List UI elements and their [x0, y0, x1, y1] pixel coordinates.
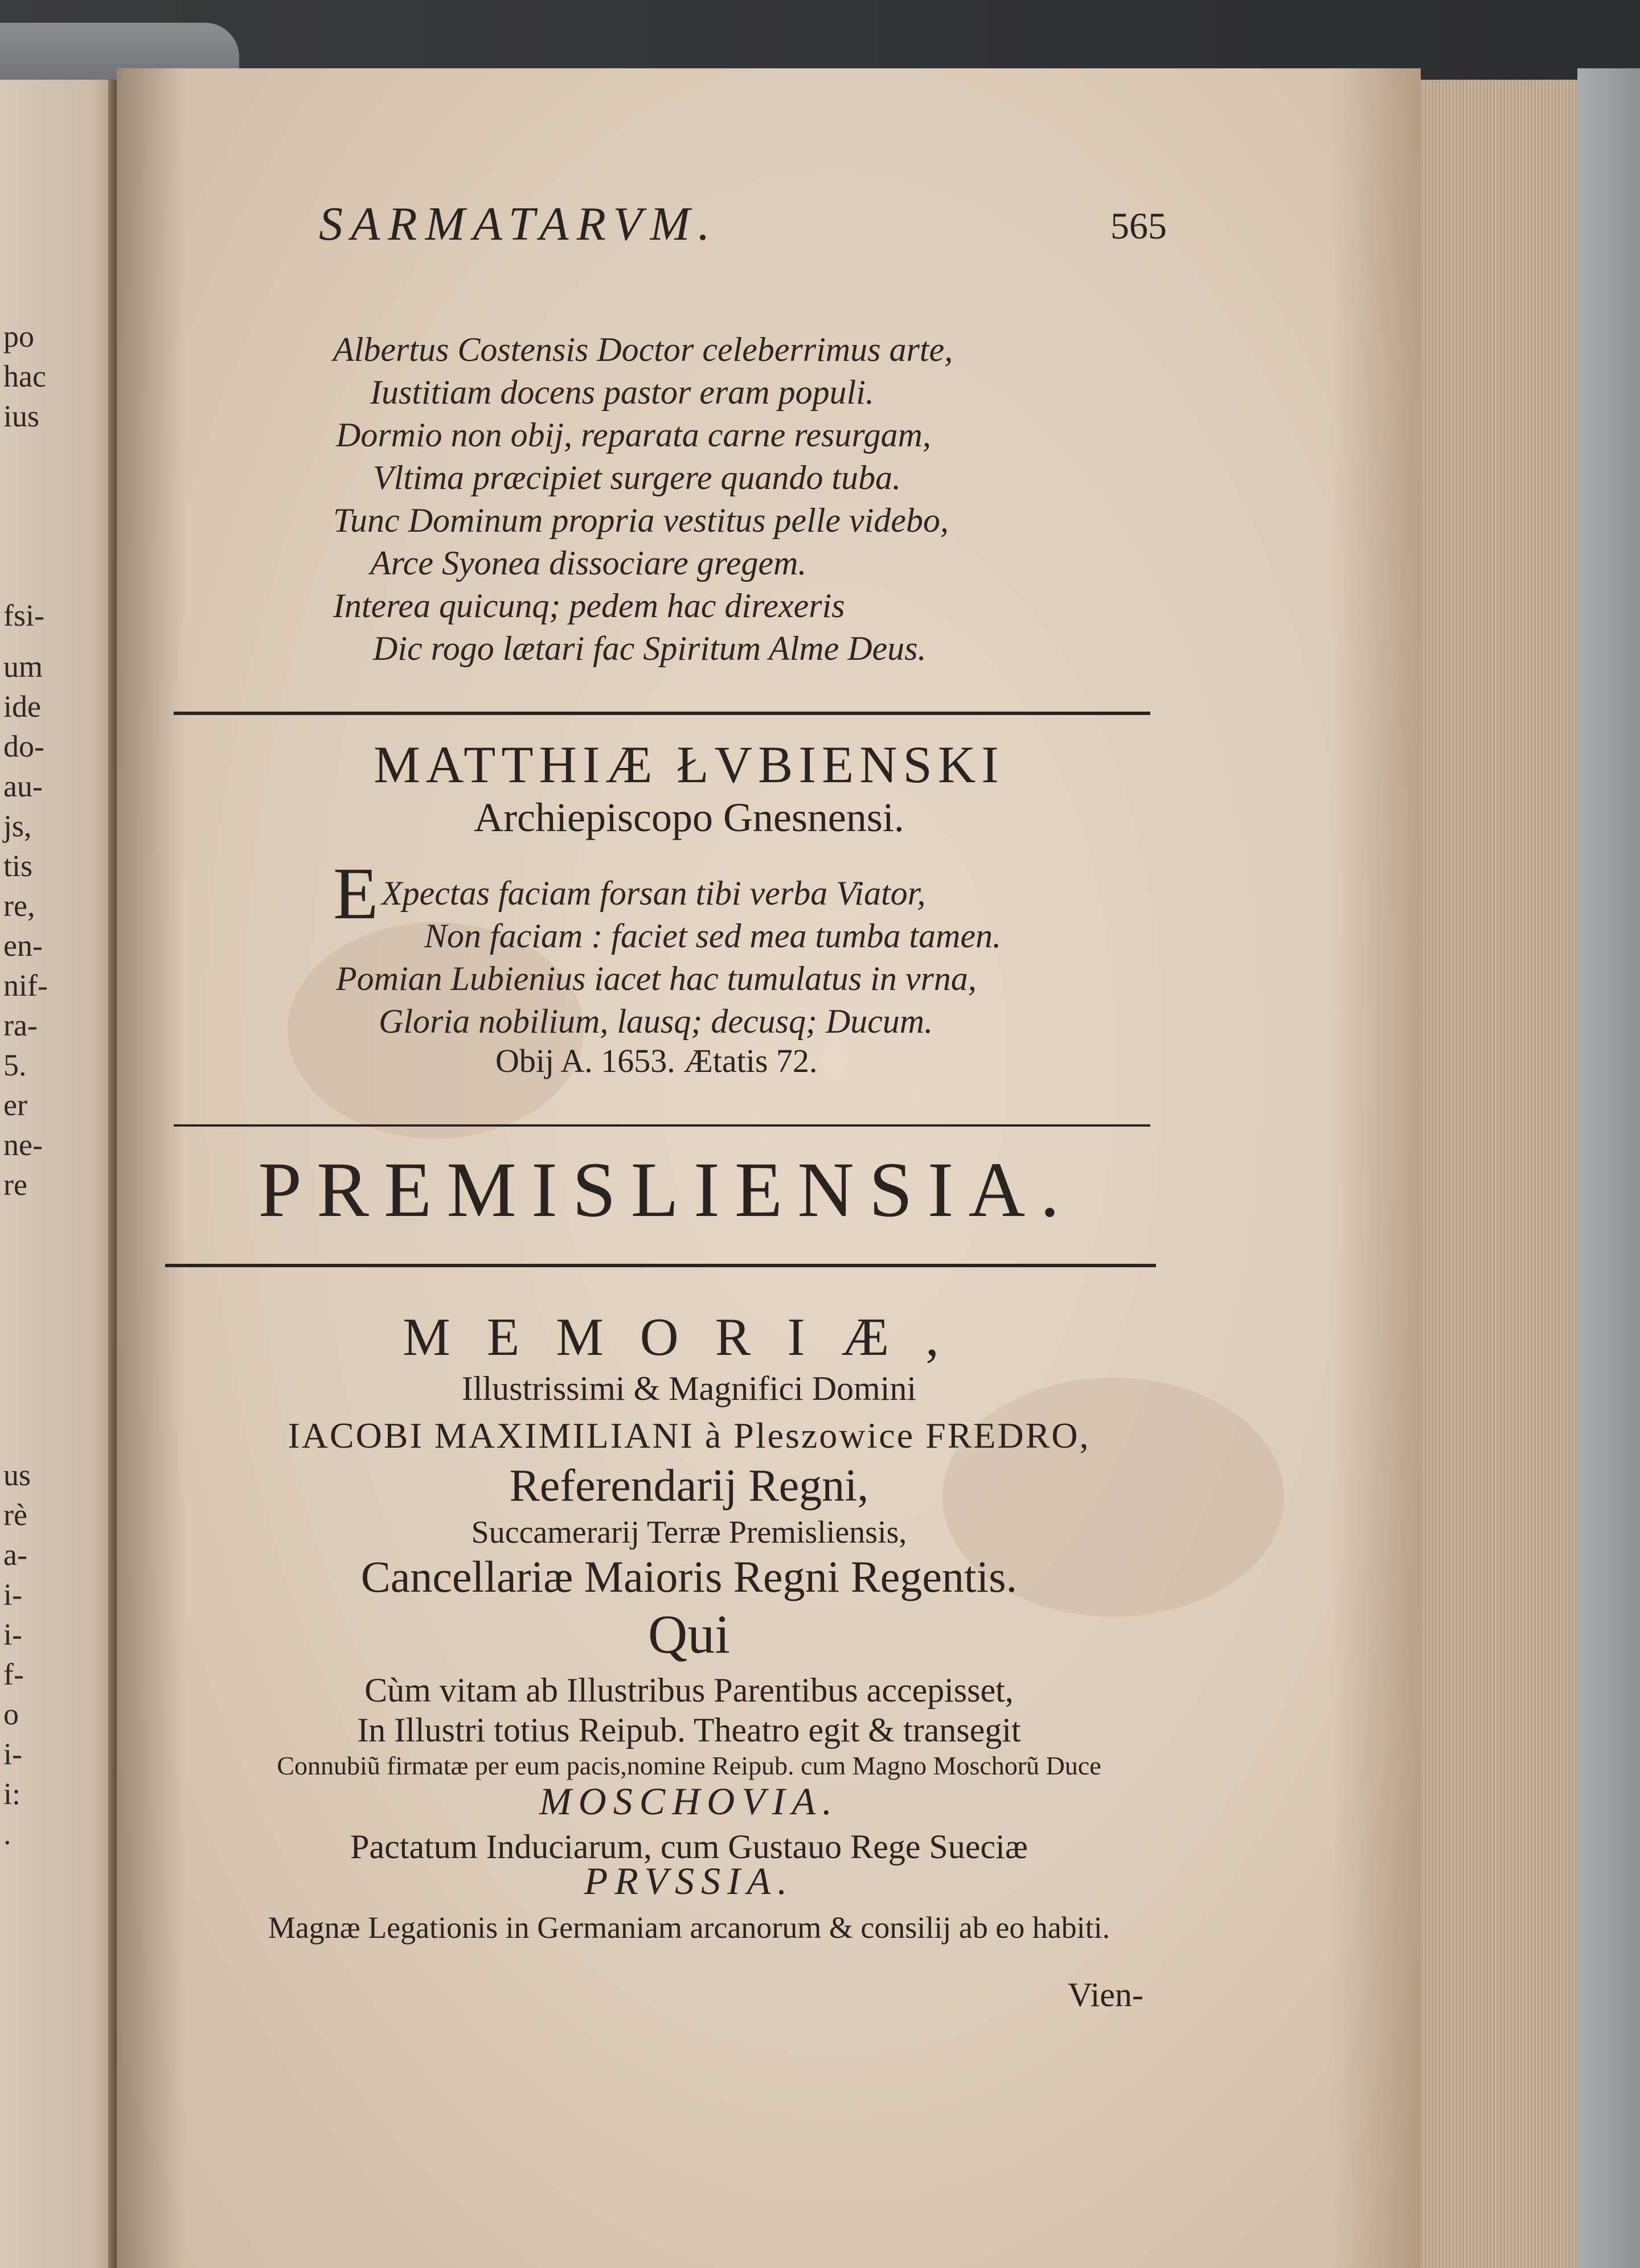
- catchword: Vien-: [1068, 1976, 1144, 2014]
- left-page-fragment: f-: [3, 1657, 24, 1691]
- left-page-fragment: ide: [3, 689, 41, 724]
- epitaph-line: Iustitiam docens pastor eram populi.: [370, 373, 874, 411]
- left-page-fragment: i:: [3, 1777, 21, 1811]
- left-page-fragment: ne-: [3, 1128, 43, 1162]
- lubienski-line: Xpectas faciam forsan tibi verba Viator,: [382, 874, 926, 912]
- epitaph-line: Arce Syonea dissociare gregem.: [370, 544, 807, 582]
- left-page-fragment: .: [3, 1817, 11, 1851]
- left-page-fragment: tis: [3, 849, 33, 883]
- drop-cap: E: [333, 853, 379, 935]
- left-page-fragment: 5.: [3, 1048, 27, 1082]
- memoriae-line: Connubiũ firmatæ per eum pacis,nomine Reipub. cum Magno Moschorũ Duce: [277, 1751, 1101, 1780]
- memoriae-line: PRVSSIA.: [584, 1859, 794, 1903]
- left-page-fragment: rè: [3, 1498, 27, 1532]
- left-page-fragment: fsi-: [3, 598, 44, 632]
- memoriae-line: Referendarij Regni,: [509, 1461, 869, 1511]
- left-page-fragment: po: [3, 319, 34, 354]
- epitaph-line: Dic rogo lætari fac Spiritum Alme Deus.: [373, 630, 926, 667]
- lubienski-line: Pomian Lubienius iacet hac tumulatus in vrna,: [336, 960, 977, 997]
- epitaph-line: Tunc Dominum propria vestitus pelle videbo,: [333, 502, 949, 539]
- memoriae-line: Pactatum Induciarum, cum Gustauo Rege Sueciæ: [350, 1828, 1028, 1866]
- memoriae-line: Cancellariæ Maioris Regni Regentis.: [360, 1552, 1018, 1601]
- left-page-fragment: o: [3, 1697, 19, 1731]
- left-page-fragment: re,: [3, 889, 35, 923]
- lubienski-line: Non faciam : faciet sed mea tumba tamen.: [424, 917, 1002, 955]
- lubienski-line: Gloria nobilium, lausq; decusq; Ducum.: [379, 1002, 933, 1040]
- left-page-fragment: re: [3, 1168, 27, 1202]
- memoriae-heading: MEMORIÆ,: [403, 1308, 975, 1367]
- running-title: SARMATARVM.: [319, 198, 718, 250]
- left-page-fragment: i-: [3, 1737, 22, 1771]
- book-cover-edge: [1577, 68, 1640, 2268]
- memoriae-line: MOSCHOVIA.: [539, 1780, 839, 1823]
- page-number: 565: [1110, 206, 1167, 247]
- section-rule: [174, 712, 1150, 715]
- left-page-fragment: ius: [3, 399, 40, 433]
- memoriae-line: Cùm vitam ab Illustribus Parentibus accepisset,: [364, 1671, 1014, 1709]
- memoriae-line: Qui: [648, 1604, 730, 1665]
- left-page-fragment: i-: [3, 1617, 22, 1651]
- lubienski-date: Obij A. 1653. Ætatis 72.: [495, 1042, 818, 1079]
- section-title: PREMISLIENSIA.: [258, 1146, 1075, 1233]
- left-page-fragment: a-: [3, 1538, 27, 1572]
- epitaph-line: Dormio non obij, reparata carne resurgam,: [336, 416, 931, 454]
- memoriae-line: In Illustri totius Reipub. Theatro egit & transegit: [357, 1711, 1021, 1749]
- memoriae-line: Illustrissimi & Magnifici Domini: [461, 1370, 917, 1407]
- left-page-fragment: js,: [3, 809, 32, 843]
- left-page-fragment: us: [3, 1458, 31, 1492]
- epitaph-line: Albertus Costensis Doctor celeberrimus arte,: [333, 331, 953, 368]
- left-page-edge: [0, 80, 114, 2268]
- left-page-text-fragments: [0, 80, 114, 2268]
- memoriae-line: Succamerarij Terræ Premisliensis,: [471, 1515, 907, 1550]
- epitaph-line: Interea quicunq; pedem hac direxeris: [333, 587, 845, 624]
- left-page-fragment: au-: [3, 769, 43, 803]
- left-page-fragment: um: [3, 650, 43, 684]
- left-page-fragment: i-: [3, 1577, 22, 1612]
- lubienski-subheading: Archiepiscopo Gnesnensi.: [474, 795, 904, 840]
- left-page-fragment: do-: [3, 729, 44, 763]
- section-rule: [174, 1124, 1150, 1127]
- left-page-fragment: en-: [3, 928, 43, 963]
- section-rule: [165, 1264, 1156, 1267]
- left-page-fragment: ra-: [3, 1008, 38, 1042]
- memoriae-line: IACOBI MAXIMILIANI à Pleszowice FREDRO,: [288, 1415, 1090, 1456]
- memoriae-line: Magnæ Legationis in Germaniam arcanorum & consilij ab eo habiti.: [268, 1910, 1110, 1945]
- left-page-fragment: nif-: [3, 968, 48, 1002]
- left-page-fragment: hac: [3, 359, 46, 393]
- left-page-fragment: er: [3, 1088, 27, 1122]
- edge-shadow: [1330, 68, 1421, 2268]
- epitaph-line: Vltima præcipiet surgere quando tuba.: [373, 459, 901, 496]
- lubienski-heading: MATTHIÆ ŁVBIENSKI: [374, 736, 1004, 794]
